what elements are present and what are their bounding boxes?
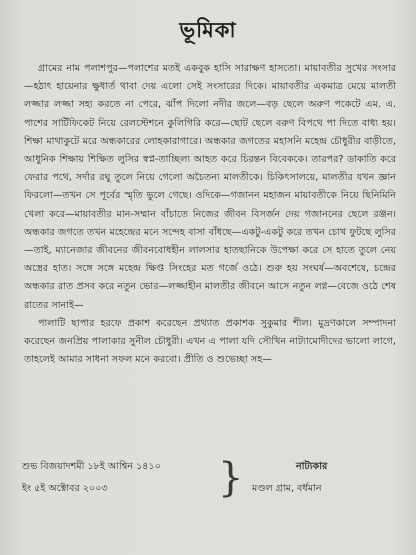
preface-paragraph-1: গ্রামের নাম পলাশপুর—পলাশের মতই একবুক হাসি সারাক্ষণ হাসতো। মায়াবতীর সুখের সংসার—হঠাৎ হায়েনার ক্ষুধার্ত থাবা দেয় এলো সেই সংসারের দিকে। মায়াবতীর একমাত্র মেয়ে মালতী লজ্জার লজ্জা সহ্য করতে না পেরে, ঝাঁপ দিলো নদীর জলে—বড় ছেলে অরুণ পকেটে এম. এ. পাশের সার্টিফিকেট নিয়ে রেলস্টেশনে কুলিগিরি করে—ছোট ছেলে বরুণ বিপথে পা দিতে বাধ্য হয়। শিক্ষা মাথাকুটে মরে অন্ধকারের লোহকারাগারে। অন্ধকার জগতের মহাসনি মহেন্দ্র চৌধুরীর বাড়ীতে, আধুনিক শিক্ষায় শিক্ষিত লুসির স্বপ্ন-তাচ্ছিল্য আহত করে চিরন্তন বিবেককে। তারপর? ডাকাতি করে ফেরার পথে, সর্দার রঘু তুলে নিয়ে গেলো অচৈতন্য মালতীকে। চিকিৎসালয়ে, মালতীর যখন জ্ঞান ফিরলো—তখন সে পূর্বের স্মৃতি ভুলে গেছে। ওদিকে—গজানন মহাজন মায়াবতীকে নিয়ে ছিনিমিনি খেলা করে—মায়াবতীর মান-সম্মান বাঁচাতে নিজের জীবন বিসর্জন দেয় গজাননের ছেলে রঞ্জন। অন্ধকার জগতে তখন মহেন্দ্রের মনে সন্দেহ বাসা বাঁধছে—একটু-একটু করে তখন চোখ ফুটছে লুসির—তাই, ম্যানেজার জীবনের জীবনবোধহীন লালসার হাতছানিকে উপেক্ষা করে সে হাতে তুলে নেয় অস্ত্রের হাত। সঙ্গে সঙ্গে মহেন্দ্র ক্ষিপ্ত সিংহের মত গর্জে ওঠে। শুরু হয় সংঘর্ষ—অবশেষে, চন্দ্রের অন্ধকার রাত প্রসব করে নতুন ভোর—লজ্জাহীন মালতীর জীবনে আসে নতুন লগ্ন—বেজে ওঠে শেষ রাতের সানাই— xyxy=(24,63,396,311)
curly-brace: } xyxy=(218,455,244,501)
date-line-bengali: শুভ বিজয়াদশমী ১৮ই আশ্বিন ১৪১০ xyxy=(22,461,161,472)
date-block xyxy=(22,456,212,500)
author-block xyxy=(244,456,398,500)
author-place: মণ্ডল গ্রাম, বর্ধমান xyxy=(252,483,322,494)
signature-block xyxy=(22,456,398,516)
author-role: নাট্যকার xyxy=(296,461,328,472)
preface-paragraph-2: পালাটি ছাপার হরফে প্রকাশ করেছেন প্রথ্যাত প্রকাশক সুকুমার শীল। মুদ্রণকালে সম্পাদনা করেছেন জনপ্রিয় পালাকার সুনীল চৌধুরী। এখন এ পালা যদি সৌখিন নাট্যামোদীদের ভালো লাগে, তাহলেই আমার সাধনা সফল মনে করবো। প্রীতি ও শুভেচ্ছা সহ— xyxy=(24,317,396,366)
date-line-english: ইং ৫ই অক্টোবর ২০০৩ xyxy=(22,483,108,494)
page-title: ভূমিকা xyxy=(179,17,237,42)
preface-body xyxy=(24,60,396,369)
